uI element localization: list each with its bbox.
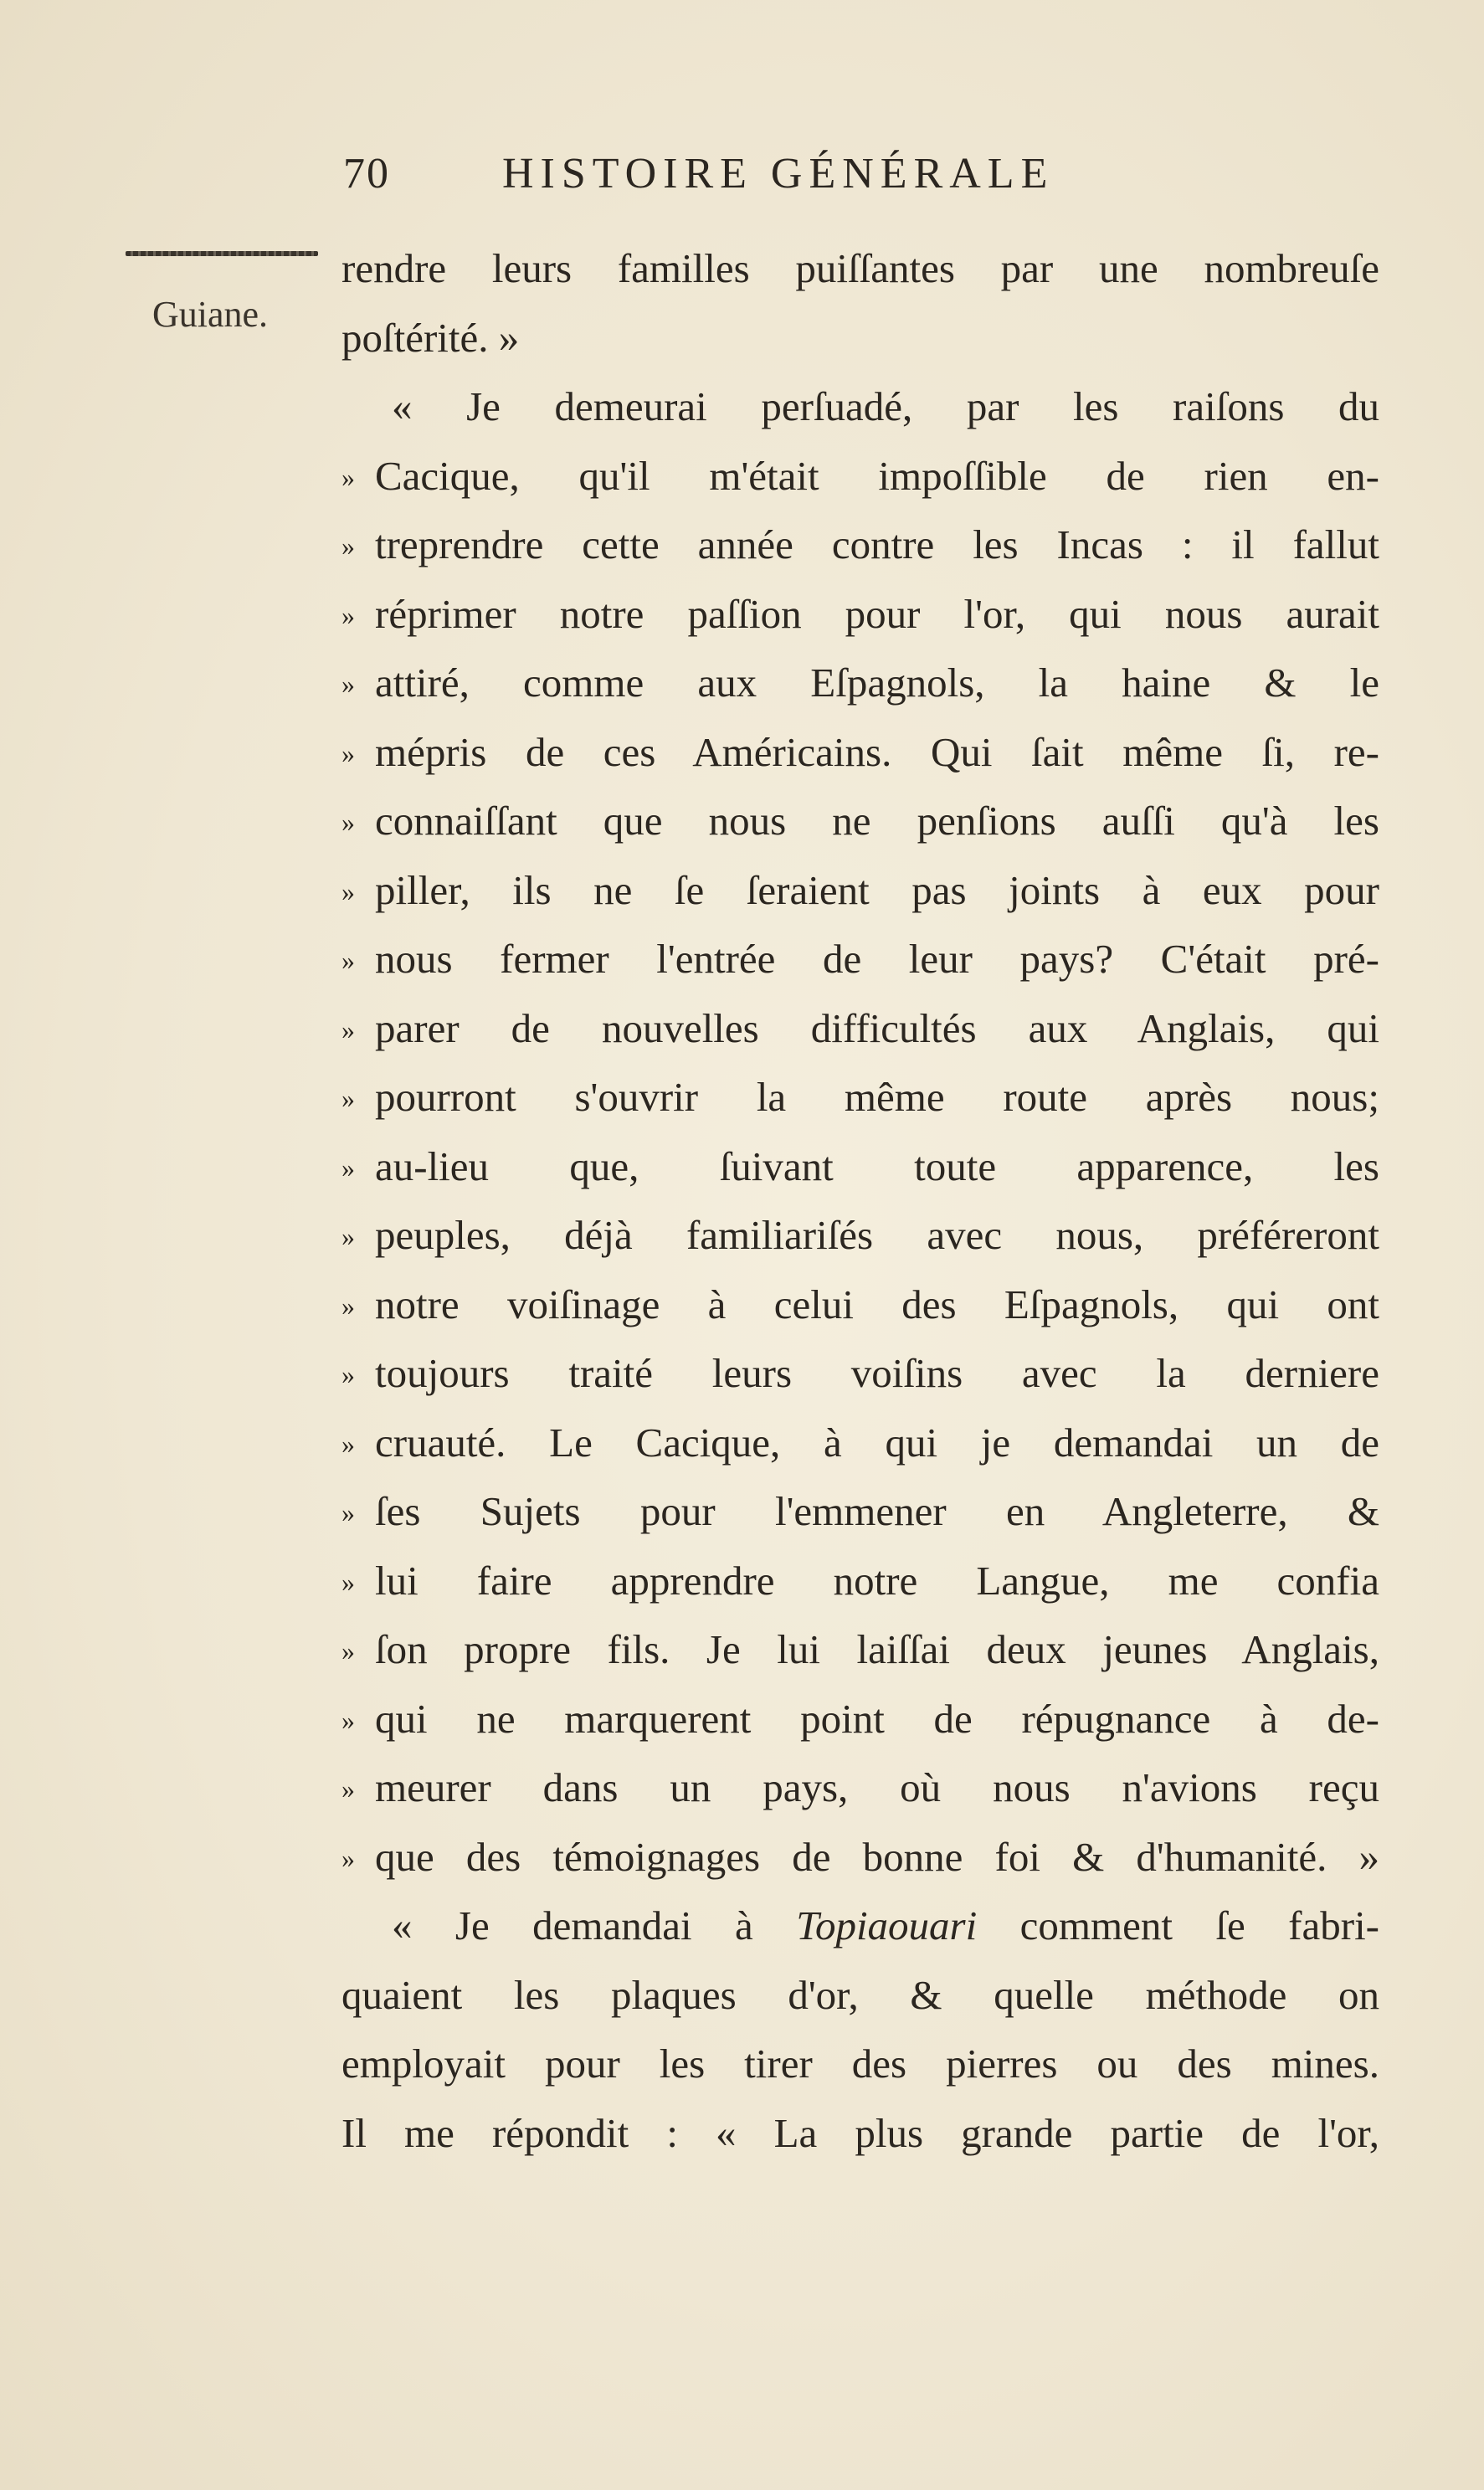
text-line: » ſes Sujets pour l'emmener en Angleterre, & — [341, 1477, 1379, 1547]
quote-mark: » — [341, 1497, 355, 1527]
text-line: » piller, ils ne ſe ſeraient pas joints à eux pour — [341, 856, 1379, 926]
quote-mark: » — [341, 1152, 355, 1183]
quote-mark: » — [341, 1290, 355, 1321]
text-line: » ſon propre fils. Je lui laiſſai deux jeunes Anglais, — [341, 1615, 1379, 1685]
text-line: » Cacique, qu'il m'était impoſſible de rien en- — [341, 442, 1379, 511]
text-line: » connaiſſant que nous ne penſions auſſi qu'à les — [341, 787, 1379, 856]
text-line: quaient les plaques d'or, & quelle méthode on — [341, 1971, 1379, 2018]
quote-mark: » — [341, 461, 355, 492]
quote-mark: » — [341, 1566, 355, 1597]
quote-mark: » — [341, 945, 355, 975]
page-number: 70 — [343, 150, 390, 198]
quote-mark: » — [341, 531, 355, 561]
quote-mark: » — [341, 875, 355, 906]
text-line: Il me répondit : « La plus grande partie de l'or, — [341, 2109, 1379, 2156]
text-line: » treprendre cette année contre les Incas : il fallut — [341, 511, 1379, 580]
quote-mark: » — [341, 599, 355, 630]
text-line: » mépris de ces Américains. Qui ſait même ſi, re- — [341, 718, 1379, 788]
text-line: employait pour les tirer des pierres ou des mines. — [341, 2041, 1379, 2087]
quote-mark: » — [341, 737, 355, 768]
quote-mark: » — [341, 1359, 355, 1389]
page-header-title: HISTOIRE GÉNÉRALE — [502, 150, 1055, 198]
body-text — [341, 234, 1379, 2168]
text-line: » qui ne marquerent point de répugnance à de- — [341, 1685, 1379, 1754]
italic-name: Topiaouari — [796, 1902, 978, 1948]
text-line: » que des témoignages de bonne foi & d'humanité. » — [341, 1823, 1379, 1892]
quote-mark: » — [341, 807, 355, 837]
text-line: » attiré, comme aux Eſpagnols, la haine & le — [341, 649, 1379, 718]
text-line: » toujours traité leurs voiſins avec la derniere — [341, 1339, 1379, 1409]
text-line: » notre voiſinage à celui des Eſpagnols, qui ont — [341, 1271, 1379, 1340]
running-head — [343, 149, 1264, 216]
text-line: » lui faire apprendre notre Langue, me confia — [341, 1547, 1379, 1616]
text-line: poſtérité. » — [341, 314, 520, 361]
text-line: » parer de nouvelles difficultés aux Anglais, qui — [341, 994, 1379, 1064]
quote-mark: » — [341, 1014, 355, 1045]
text-line: rendre leurs familles puiſſantes par une nombreuſe — [341, 245, 1379, 291]
margin-rule — [126, 251, 318, 256]
quote-mark: » — [341, 669, 355, 699]
quote-mark: » — [341, 1635, 355, 1666]
quote-mark: » — [341, 1083, 355, 1113]
text-line: » cruauté. Le Cacique, à qui je demandai un de — [341, 1409, 1379, 1478]
quote-mark: » — [341, 1774, 355, 1804]
quote-mark: » — [341, 1842, 355, 1873]
margin-note: Guiane. — [152, 294, 269, 335]
text-line: « Je demandai à Topiaouari comment ſe fabri- — [392, 1902, 1379, 1948]
text-line: » peuples, déjà familiariſés avec nous, préféreront — [341, 1201, 1379, 1271]
text-line: » au-lieu que, ſuivant toute apparence, les — [341, 1132, 1379, 1202]
text-line: » pourront s'ouvrir la même route après nous; — [341, 1063, 1379, 1132]
quote-mark: » — [341, 1704, 355, 1735]
text-line: » nous fermer l'entrée de leur pays? C'était pré- — [341, 925, 1379, 994]
text-line: » meurer dans un pays, où nous n'avions reçu — [341, 1753, 1379, 1823]
text-line: » réprimer notre paſſion pour l'or, qui nous aurait — [341, 580, 1379, 649]
quote-mark: » — [341, 1428, 355, 1459]
quote-mark: » — [341, 1221, 355, 1251]
text-line: « Je demeurai perſuadé, par les raiſons du — [392, 383, 1379, 429]
